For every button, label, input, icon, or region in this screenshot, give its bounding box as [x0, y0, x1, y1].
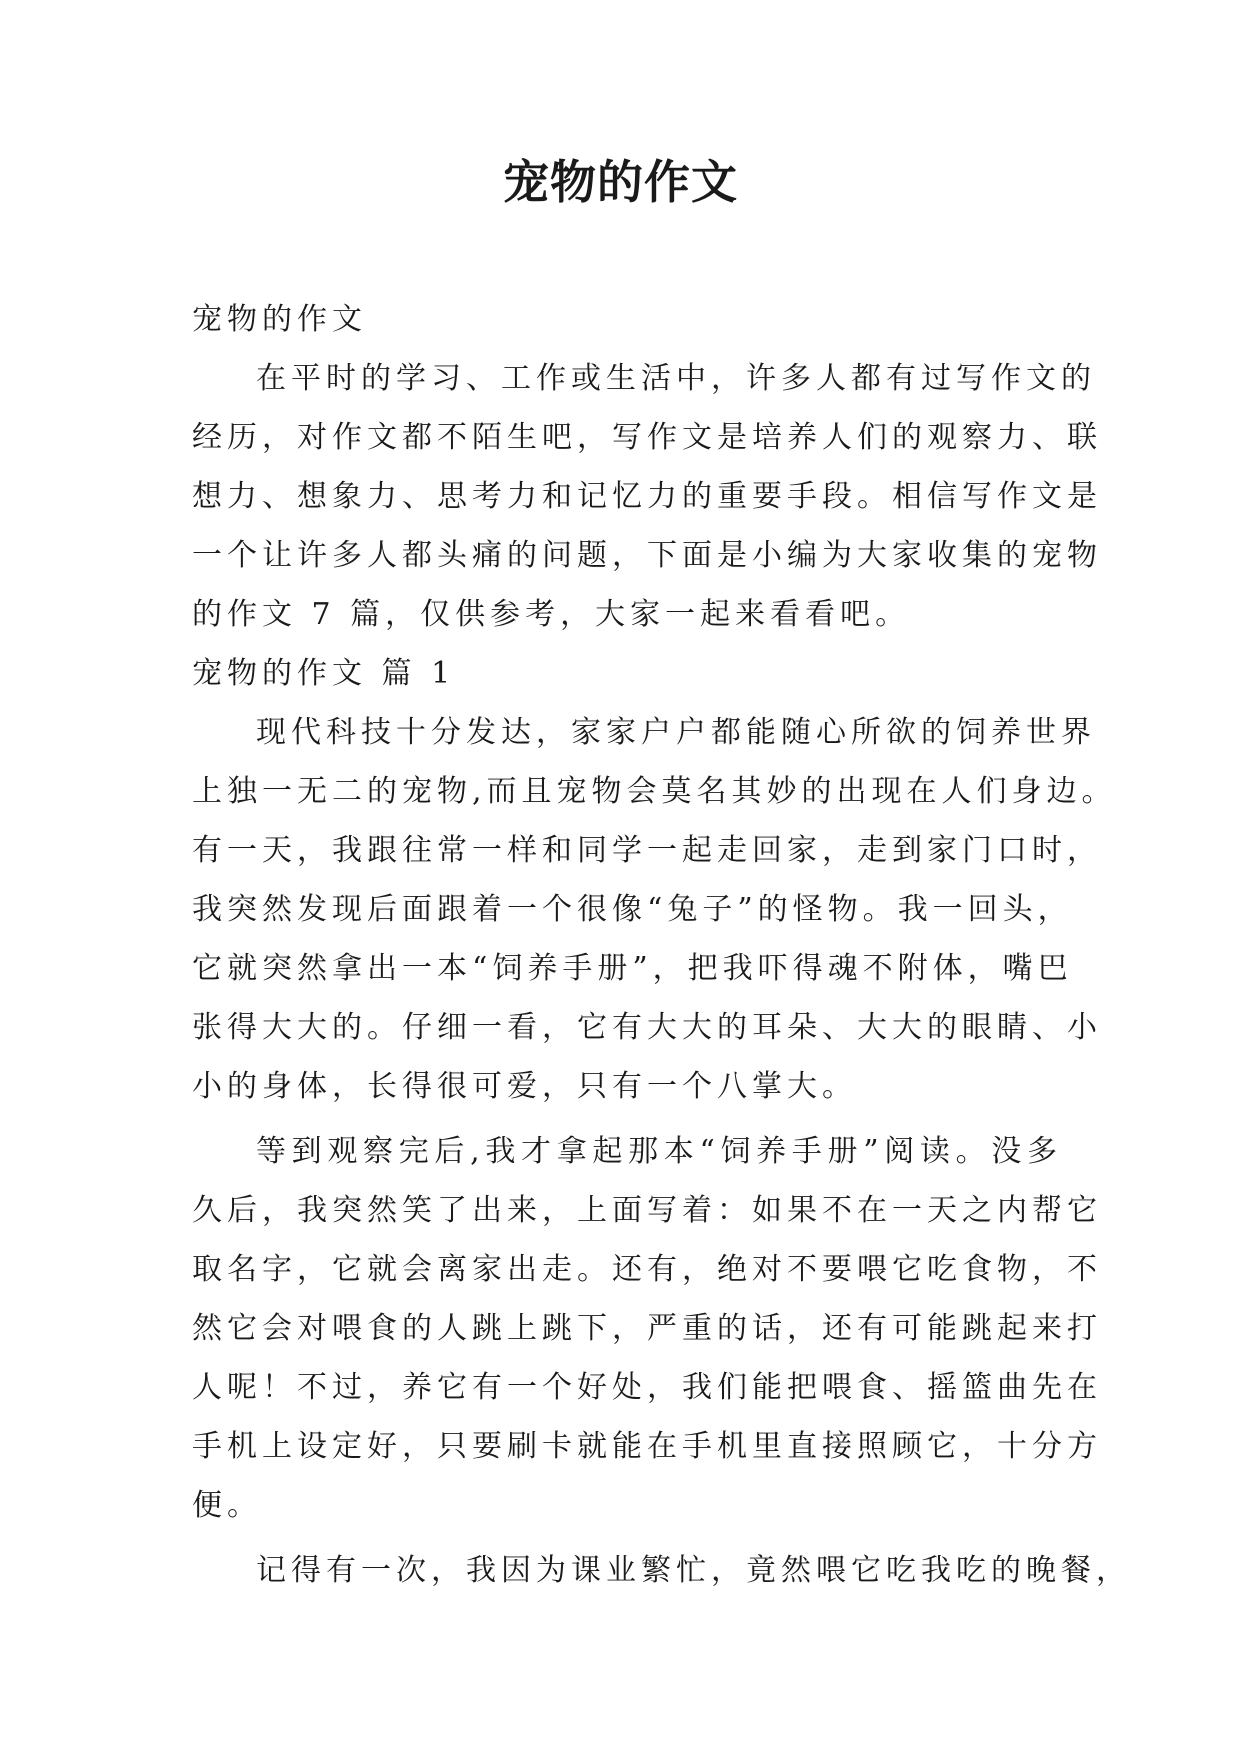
text-line: 有一天，我跟往常一样和同学一起走回家，走到家门口时， — [192, 833, 1102, 868]
text-line: 的作文 7 篇，仅供参考，大家一起来看看吧。 — [192, 597, 911, 632]
document-subtitle: 宠物的作文 — [192, 302, 367, 337]
text-line: 经历，对作文都不陌生吧，写作文是培养人们的观察力、联 — [192, 420, 1102, 455]
intro-paragraph — [192, 349, 1102, 644]
text-line: 人呢！不过，养它有一个好处，我们能把喂食、摇篮曲先在 — [192, 1370, 1102, 1405]
text-line: 小的身体，长得很可爱，只有一个八掌大。 — [192, 1069, 857, 1104]
text-line: 张得大大的。仔细一看，它有大大的耳朵、大大的眼睛、小 — [192, 1010, 1102, 1045]
text-line: 然它会对喂食的人跳上跳下，严重的话，还有可能跳起来打 — [192, 1311, 1102, 1346]
text-line: 取名字，它就会离家出走。还有，绝对不要喂它吃食物，不 — [192, 1252, 1102, 1287]
document-title: 宠物的作文 — [503, 155, 738, 209]
text-line: 在平时的学习、工作或生活中，许多人都有过写作文的 — [256, 361, 1096, 396]
paragraph-3 — [192, 1541, 1131, 1600]
text-line: 便。 — [192, 1488, 262, 1523]
text-line: 上独一无二的宠物,而且宠物会莫名其妙的出现在人们身边。 — [192, 774, 1117, 809]
paragraph-1 — [192, 703, 1117, 1116]
text-line: 手机上设定好，只要刷卡就能在手机里直接照顾它，十分方 — [192, 1429, 1102, 1464]
paragraph-2 — [192, 1122, 1102, 1535]
text-line: 我突然发现后面跟着一个很像“兔子”的怪物。我一回头， — [192, 892, 1073, 927]
document-body — [192, 290, 1131, 1600]
text-line: 它就突然拿出一本“饲养手册”，把我吓得魂不附体，嘴巴 — [192, 951, 1073, 986]
text-line: 记得有一次，我因为课业繁忙，竟然喂它吃我吃的晚餐， — [256, 1553, 1131, 1588]
text-line: 久后，我突然笑了出来，上面写着：如果不在一天之内帮它 — [192, 1193, 1102, 1228]
section-heading: 宠物的作文 篇 1 — [192, 656, 456, 691]
text-line: 等到观察完后,我才拿起那本“饲养手册”阅读。没多 — [256, 1134, 1062, 1169]
text-line: 现代科技十分发达，家家户户都能随心所欲的饲养世界 — [256, 715, 1096, 750]
text-line: 一个让许多人都头痛的问题，下面是小编为大家收集的宠物 — [192, 538, 1102, 573]
text-line: 想力、想象力、思考力和记忆力的重要手段。相信写作文是 — [192, 479, 1102, 514]
